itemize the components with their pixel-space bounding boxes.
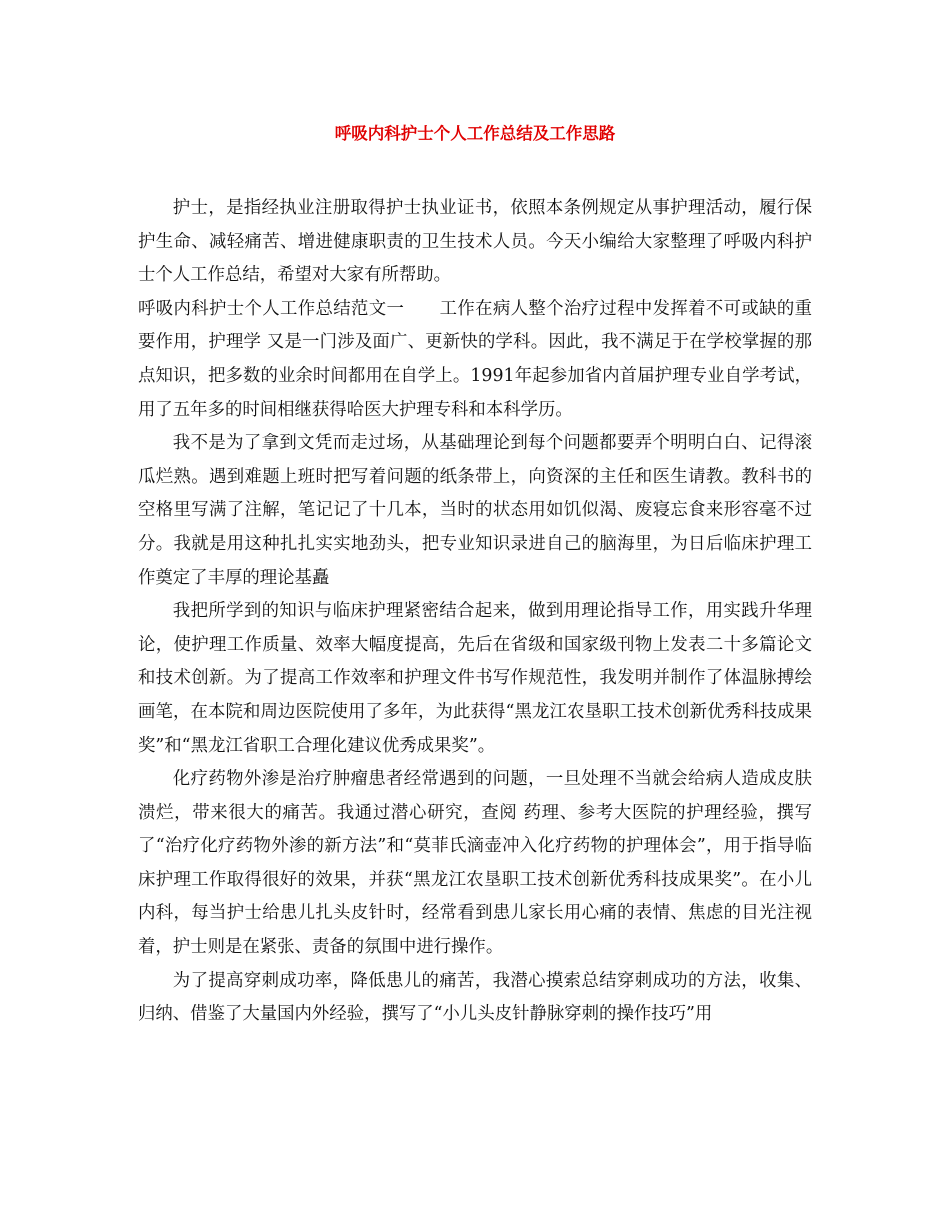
document-body [138, 192, 812, 1032]
document-title: 呼吸内科护士个人工作总结及工作思路 [334, 124, 616, 143]
paragraph-practice: 我把所学到的知识与临床护理紧密结合起来，做到用理论指导工作，用实践升华理论，使护理工作质量、效率大幅度提高，先后在省级和国家级刊物上发表二十多篇论文和技术创新。为了提高工作效率和护理文件书写作规范性，我发明并制作了体温脉搏绘画笔，在本院和周边医院使用了多年，为此获得“黑龙江农垦职工技术创新优秀科技成果奖”和“黑龙江省职工合理化建议优秀成果奖”。 [138, 601, 812, 756]
paragraph-study: 我不是为了拿到文凭而走过场，从基础理论到每个问题都要弄个明明白白、记得滚瓜烂熟。遇到难题上班时把写着问题的纸条带上，向资深的主任和医生请教。教科书的空格里写满了注解，笔记记了十几本，当时的状态用如饥似渴、废寝忘食来形容毫不过分。我就是用这种扎扎实实地劲头，把专业知识录进自己的脑海里，为日后临床护理工作奠定了丰厚的理论基矗 [138, 433, 812, 588]
paragraph-sample-one: 呼吸内科护士个人工作总结范文一 工作在病人整个治疗过程中发挥着不可或缺的重要作用，护理学 又是一门涉及面广、更新快的学科。因此，我不满足于在学校掌握的那点知识，把多数的业余时间都用在自学上。1991年起参加省内首届护理专业自学考试，用了五年多的时间相继获得哈医大护理专科和本科学历。 [138, 298, 812, 420]
paragraph-puncture: 为了提高穿刺成功率，降低患儿的痛苦，我潜心摸索总结穿刺成功的方法，收集、归纳、借鉴了大量国内外经验，撰写了“小儿头皮针静脉穿刺的操作技巧”用 [138, 970, 812, 1025]
paragraph-chemotherapy: 化疗药物外渗是治疗肿瘤患者经常遇到的问题，一旦处理不当就会给病人造成皮肤溃烂，带来很大的痛苦。我通过潜心研究，查阅 药理、参考大医院的护理经验，撰写了“治疗化疗药物外渗的新方法”和“莫菲氏滴壶冲入化疗药物的护理体会”，用于指导临床护理工作取得很好的效果，并获“黑龙江农垦职工技术创新优秀科技成果奖”。在小儿内科，每当护士给患儿扎头皮针时，经常看到患儿家长用心痛的表情、焦虑的目光注视着，护士则是在紧张、责备的氛围中进行操作。 [138, 769, 812, 958]
paragraph-intro: 护士，是指经执业注册取得护士执业证书，依照本条例规定从事护理活动，履行保护生命、减轻痛苦、增进健康职责的卫生技术人员。今天小编给大家整理了呼吸内科护士个人工作总结，希望对大家有所帮助。 [138, 198, 812, 286]
